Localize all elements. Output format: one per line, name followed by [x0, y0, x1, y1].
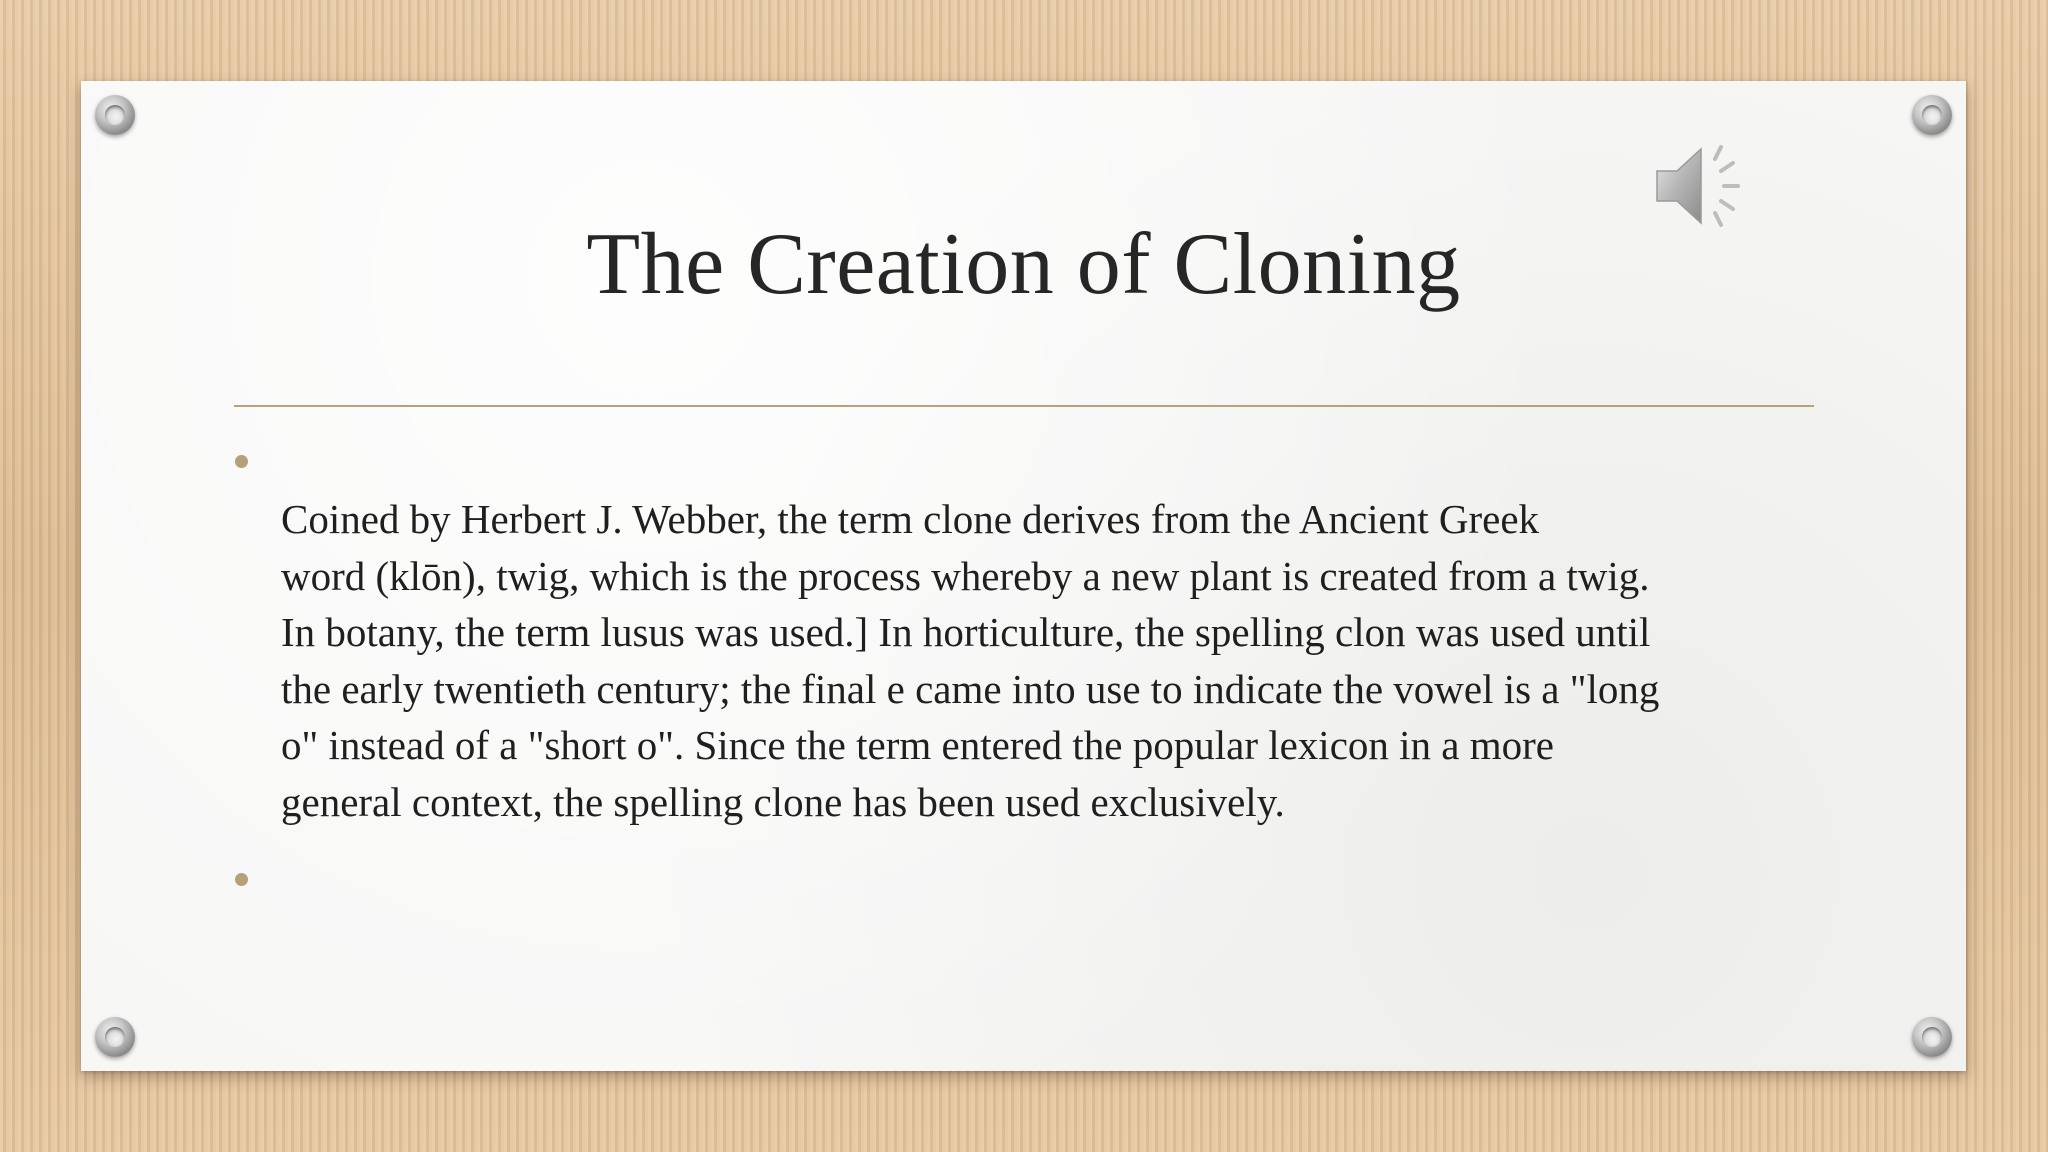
grommet-icon-bottom-left: [95, 1017, 135, 1057]
grommet-icon-bottom-right: [1912, 1017, 1952, 1057]
bullet-icon: [235, 873, 248, 886]
body-paragraph: Coined by Herbert J. Webber, the term clone derives from the Ancient Greek word (klōn), twig, which is the process whereby a new plant is created from a twig. In botany, the term lusus was used.] In horticulture, the spelling clon was used until the early twentieth century; the final e came into use to indicate the vowel is a "long o" instead of a "short o". Since the term entered the popular lexicon in a more general context, the spelling clone has been used exclusively.: [281, 496, 1660, 825]
grommet-icon-top-right: [1912, 95, 1952, 135]
slide-paper: [81, 81, 1966, 1071]
title-divider: [234, 405, 1814, 407]
bullet-icon: [235, 455, 248, 468]
slide-title: The Creation of Cloning: [586, 216, 1461, 313]
grommet-icon-top-left: [95, 95, 135, 135]
